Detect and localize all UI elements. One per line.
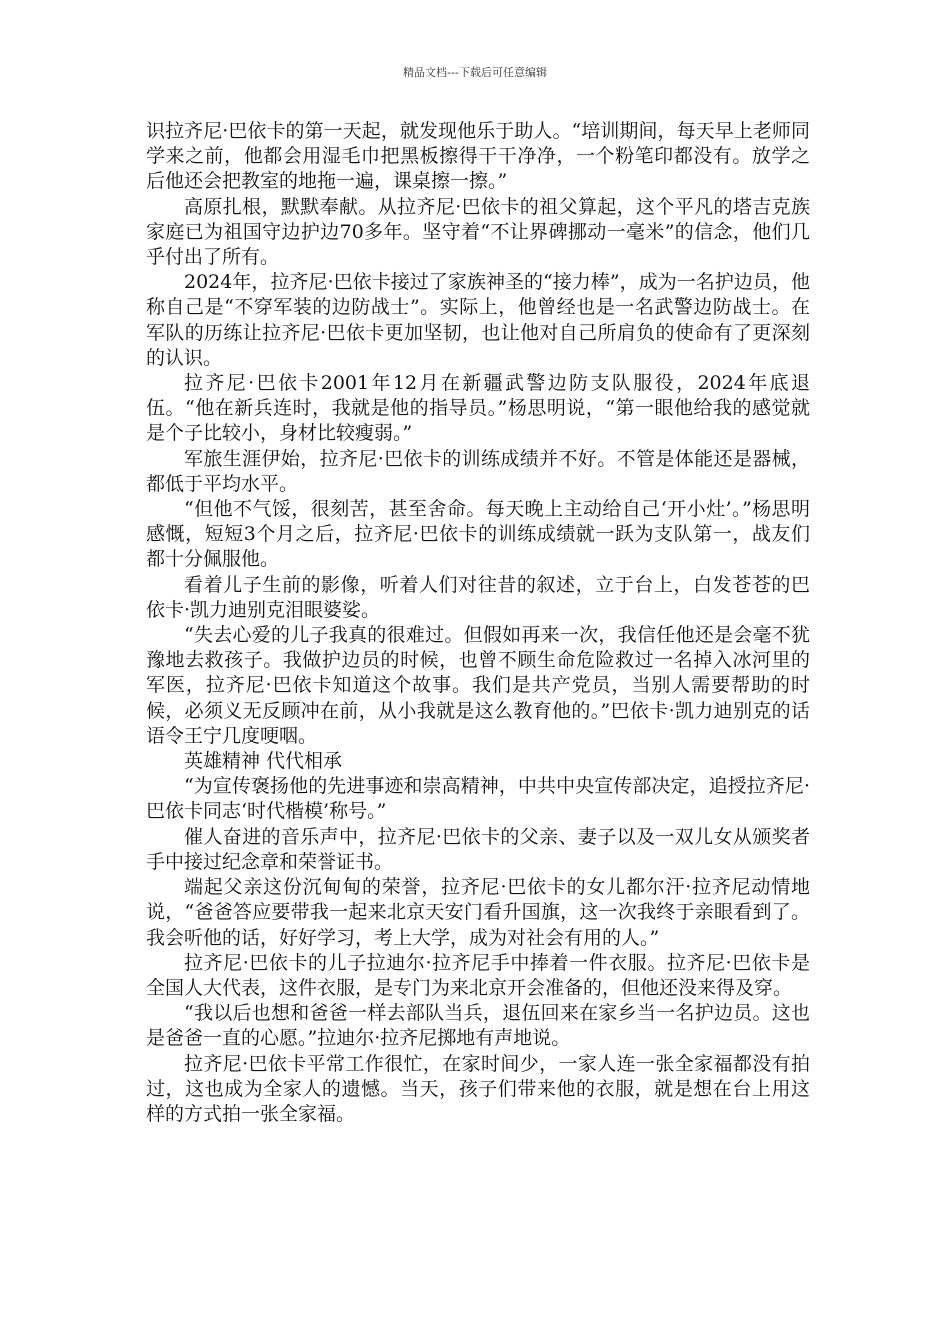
paragraph: 催人奋进的音乐声中，拉齐尼·巴依卡的父亲、妻子以及一双儿女从颁奖者手中接过纪念章和荣誉证书。 bbox=[146, 825, 810, 873]
section-heading: 英雄精神 代代相承 bbox=[184, 750, 343, 773]
paragraph: 拉齐尼·巴依卡2001年12月在新疆武警边防支队服役，2024年底退伍。“他在新兵连时，我就是他的指导员。”杨思明说，“第一眼他给我的感觉就是个子比较小，身材比较瘦弱。” bbox=[146, 372, 810, 445]
page-header: 精品文档---下载后可任意编辑 bbox=[403, 66, 547, 79]
paragraph: “我以后也想和爸爸一样去部队当兵，退伍回来在家乡当一名护边员。这也是爸爸一直的心愿。”拉迪尔·拉齐尼掷地有声地说。 bbox=[146, 1002, 810, 1050]
paragraph: “为宣传褒扬他的先进事迹和崇高精神，中共中央宣传部决定，追授拉齐尼·巴依卡同志‘时代楷模’称号。” bbox=[146, 775, 810, 823]
paragraph: 拉齐尼·巴依卡的儿子拉迪尔·拉齐尼手中捧着一件衣服。拉齐尼·巴依卡是全国人大代表，这件衣服，是专门为来北京开会准备的，但他还没来得及穿。 bbox=[146, 951, 810, 999]
paragraph: 高原扎根，默默奉献。从拉齐尼·巴依卡的祖父算起，这个平凡的塔吉克族家庭已为祖国守边护边70多年。坚守着“不让界碑挪动一毫米”的信念，他们几乎付出了所有。 bbox=[146, 195, 810, 269]
paragraph: “但他不气馁，很刻苦，甚至舍命。每天晚上主动给自己‘开小灶’。”杨思明感慨，短短3个月之后，拉齐尼·巴依卡的训练成绩就一跃为支队第一，战友们都十分佩服他。 bbox=[146, 498, 810, 571]
article-body bbox=[146, 119, 810, 1127]
paragraph: 端起父亲这份沉甸甸的荣誉，拉齐尼·巴依卡的女儿都尔汗·拉齐尼动情地说，“爸爸答应要带我一起来北京天安门看升国旗，这一次我终于亲眼看到了。我会听他的话，好好学习，考上大学，成为对社会有用的人。” bbox=[146, 876, 810, 949]
paragraph: 拉齐尼·巴依卡平常工作很忙，在家时间少，一家人连一张全家福都没有拍过，这也成为全家人的遗憾。当天，孩子们带来他的衣服，就是想在台上用这样的方式拍一张全家福。 bbox=[146, 1052, 810, 1125]
paragraph: 军旅生涯伊始，拉齐尼·巴依卡的训练成绩并不好。不管是体能还是器械，都低于平均水平。 bbox=[146, 447, 810, 495]
paragraph: 看着儿子生前的影像，听着人们对往昔的叙述，立于台上，白发苍苍的巴依卡·凯力迪别克泪眼婆娑。 bbox=[146, 573, 810, 621]
paragraph: “失去心爱的儿子我真的很难过。但假如再来一次，我信任他还是会毫不犹豫地去救孩子。我做护边员的时候，也曾不顾生命危险救过一名掉入冰河里的军医，拉齐尼·巴依卡知道这个故事。我们是共产党员，当别人需要帮助的时候，必须义无反顾冲在前，从小我就是这么教育他的。”巴依卡·凯力迪别克的话语令王宁几度哽咽。 bbox=[146, 624, 810, 747]
paragraph: 识拉齐尼·巴依卡的第一天起，就发现他乐于助人。“培训期间，每天早上老师同学来之前，他都会用湿毛巾把黑板擦得干干净净，一个粉笔印都没有。放学之后他还会把教室的地拖一遍，课桌擦一擦。” bbox=[146, 120, 810, 193]
paragraph: 2024年，拉齐尼·巴依卡接过了家族神圣的“接力棒”，成为一名护边员，他称自己是“不穿军装的边防战士”。实际上，他曾经也是一名武警边防战士。在军队的历练让拉齐尼·巴依卡更加坚韧，也让他对自己所肩负的使命有了更深刻的认识。 bbox=[146, 271, 810, 369]
